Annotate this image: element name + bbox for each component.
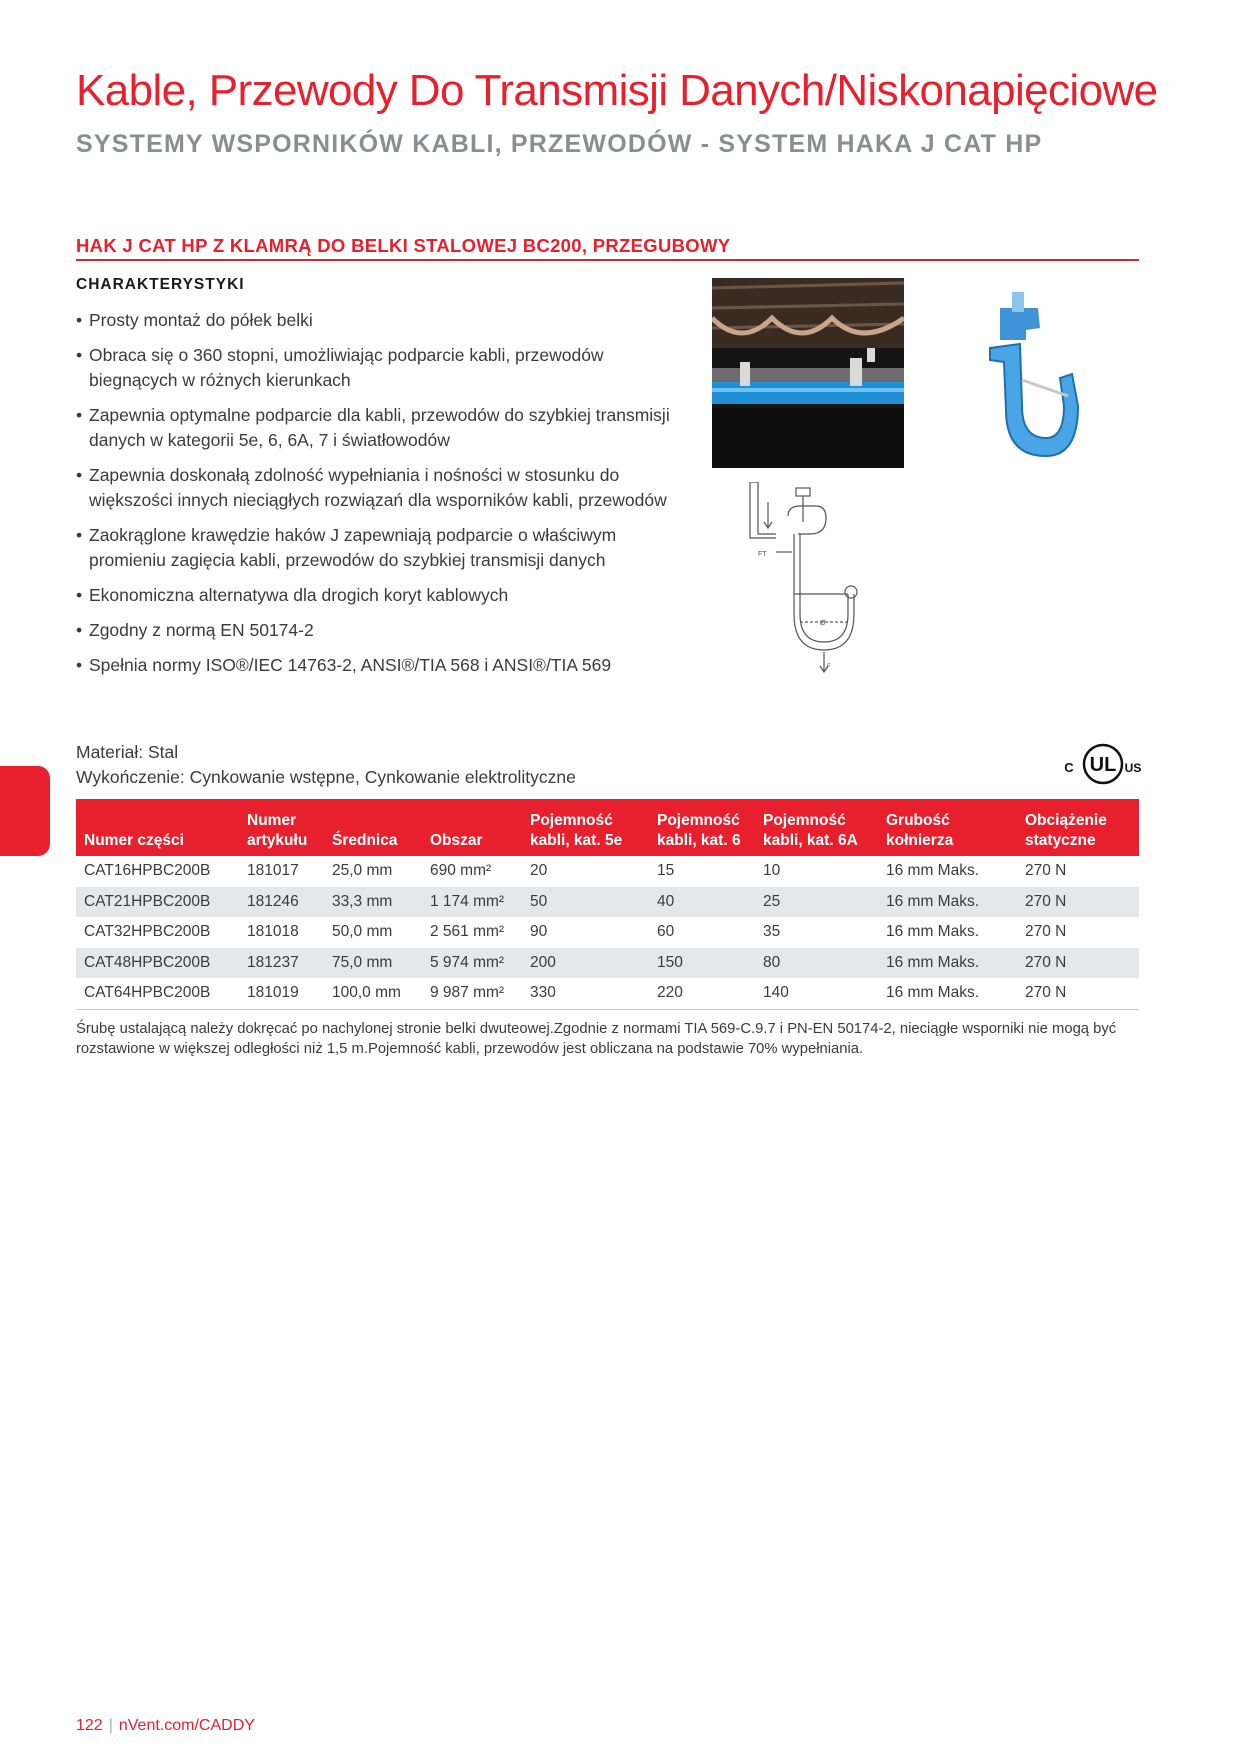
table-cell: 181018 (247, 923, 299, 941)
page-subtitle: SYSTEMY WSPORNIKÓW KABLI, PRZEWODÓW - SYSTEM HAKA J CAT HP (76, 130, 1043, 158)
table-cell: 16 mm Maks. (886, 923, 980, 941)
table-cell: CAT48HPBC200B (76, 948, 239, 979)
feature-item: • Ekonomiczna alternatywa dla drogich koryt kablowych (76, 583, 676, 608)
side-tab (0, 766, 50, 856)
table-header-line: Średnica (332, 832, 398, 849)
feature-item: • Spełnia normy ISO®/IEC 14763-2, ANSI®/TIA 568 i ANSI®/TIA 569 (76, 653, 676, 678)
table-cell: 270 N (1025, 862, 1067, 880)
table-header-cell (76, 799, 239, 856)
feature-item: • Prosty montaż do półek belki (76, 308, 676, 333)
feature-item: • Zaokrąglone krawędzie haków J zapewniają podparcie o właściwym promieniu zagięcia kabli, przewodów do szybkiej transmisji danych (76, 523, 676, 573)
table-cell: 181237 (239, 948, 324, 979)
installation-photo (712, 278, 904, 468)
drawing-label-diameter: Ø (820, 620, 826, 627)
footer-url[interactable]: nVent.com/CADDY (118, 1717, 255, 1734)
table-header-cell (649, 799, 755, 856)
finish-text: Wykończenie: Cynkowanie wstępne, Cynkowanie elektrolityczne (76, 767, 576, 787)
page-number: 122 (76, 1717, 103, 1734)
table-cell: CAT64HPBC200B (76, 978, 239, 1009)
table-cell: CAT21HPBC200B (76, 887, 239, 918)
table-cell: 270 N (1025, 923, 1067, 941)
section-divider (76, 259, 1139, 261)
table-header-line: Grubość (886, 812, 950, 829)
table-row (76, 978, 1139, 1009)
ul-logo-right: US (1124, 761, 1142, 775)
table-cell: 15 (657, 862, 675, 880)
table-header-line: kabli, kat. 5e (530, 832, 623, 849)
table-header-line (430, 811, 514, 831)
table-body (76, 856, 1139, 1009)
table-cell: 9 987 mm² (422, 978, 522, 1009)
ul-certification-logo (1063, 742, 1143, 786)
table-cell: 50,0 mm (332, 923, 393, 941)
table-cell: 270 N (1017, 887, 1139, 918)
table-cell: CAT32HPBC200B (84, 923, 211, 941)
table-header-cell (422, 799, 522, 856)
table-header-line: kabli, kat. 6 (657, 832, 741, 849)
table-cell: 140 (755, 978, 878, 1009)
table-cell: 75,0 mm (324, 948, 422, 979)
table-cell: 20 (530, 862, 548, 880)
table-cell: 16 mm Maks. (878, 887, 1017, 918)
table-cell: 330 (522, 978, 649, 1009)
table-cell: 100,0 mm (324, 978, 422, 1009)
table-header-line: Obciążenie (1025, 812, 1107, 829)
table-header-line (84, 811, 231, 831)
j-hook-product-image (960, 288, 1080, 458)
table-cell: 16 mm Maks. (878, 978, 1017, 1009)
table-cell: 40 (649, 887, 755, 918)
ul-logo-center: UL (1089, 754, 1117, 776)
table-header-line: statyczne (1025, 832, 1096, 849)
table-header-cell (878, 799, 1017, 856)
table-cell: 35 (763, 923, 781, 941)
table-cell: 200 (522, 948, 649, 979)
table-cell: 25,0 mm (332, 862, 393, 880)
table-row (76, 856, 1139, 887)
section-title: HAK J CAT HP Z KLAMRĄ DO BELKI STALOWEJ BC200, PRZEGUBOWY (76, 235, 731, 256)
table-cell: CAT16HPBC200B (84, 862, 211, 880)
table-header-line: Pojemność (530, 812, 613, 829)
table-cell: 25 (755, 887, 878, 918)
table-cell: 270 N (1017, 978, 1139, 1009)
table-cell: 181017 (247, 862, 299, 880)
table-header-cell (1017, 799, 1139, 856)
table-cell: 10 (763, 862, 781, 880)
page-footer (76, 1717, 255, 1735)
table-cell: 2 561 mm² (430, 923, 505, 941)
feature-item: • Zapewnia doskonałą zdolność wypełniania i nośności w stosunku do większości innych nieciągłych rozwiązań dla wsporników kabli, przewodów (76, 463, 676, 513)
table-header-line: Pojemność (763, 812, 846, 829)
table-cell: 90 (530, 923, 548, 941)
table-header-line: kabli, kat. 6A (763, 832, 858, 849)
table-cell: 16 mm Maks. (886, 862, 980, 880)
features-list (76, 308, 676, 688)
table-cell: 690 mm² (430, 862, 492, 880)
table-cell: 16 mm Maks. (878, 948, 1017, 979)
drawing-label-ft: FT (758, 551, 767, 558)
table-header-line: artykułu (247, 832, 308, 849)
table-header-line: Numer (247, 812, 297, 829)
footer-separator: | (108, 1717, 113, 1734)
table-row (76, 948, 1139, 979)
page-title: Kable, Przewody Do Transmisji Danych/Niskonapięciowe (76, 66, 1158, 115)
table-header-cell (755, 799, 878, 856)
specification-table (76, 799, 1139, 1010)
table-header-cell (239, 799, 324, 856)
footnote: Śrubę ustalającą należy dokręcać po nachylonej stronie belki dwuteowej.Zgodnie z normami TIA 569-C.9.7 i PN-EN 50174-2, nieciągłe wsporniki nie mogą być rozstawione w większej odległości niż 1,5 m.Pojemność kabli, przewodów jest obliczana na podstawie 70% wypełniania. (76, 1021, 1117, 1057)
table-cell: 5 974 mm² (422, 948, 522, 979)
table-cell: 270 N (1017, 948, 1139, 979)
characteristics-heading: CHARAKTERYSTYKI (76, 276, 245, 293)
table-header-line: Numer części (84, 832, 184, 849)
technical-drawing (748, 482, 872, 678)
feature-item: • Obraca się o 360 stopni, umożliwiając podparcie kabli, przewodów biegnących w różnych kierunkach (76, 343, 676, 393)
drawing-label-f: F (827, 664, 831, 670)
table-cell: 1 174 mm² (422, 887, 522, 918)
material-info (76, 740, 576, 790)
table-row (76, 887, 1139, 918)
table-header-row (76, 799, 1139, 856)
table-cell: 150 (649, 948, 755, 979)
table-cell: 181246 (239, 887, 324, 918)
feature-item: • Zapewnia optymalne podparcie dla kabli, przewodów do szybkiej transmisji danych w kategorii 5e, 6, 6A, 7 i światłowodów (76, 403, 676, 453)
table-header-cell (324, 799, 422, 856)
table-header-line (332, 811, 414, 831)
table-header-line: Obszar (430, 832, 483, 849)
table-cell: 181019 (239, 978, 324, 1009)
table-cell: 60 (657, 923, 675, 941)
table-header-cell (522, 799, 649, 856)
table-header-line: kołnierza (886, 832, 954, 849)
feature-item: • Zgodny z normą EN 50174-2 (76, 618, 676, 643)
table-row (76, 917, 1139, 948)
table-cell: 33,3 mm (324, 887, 422, 918)
table-header-line: Pojemność (657, 812, 740, 829)
table-cell: 80 (755, 948, 878, 979)
ul-logo-left: C (1064, 760, 1074, 775)
material-text: Materiał: Stal (76, 742, 179, 762)
table-cell: 50 (522, 887, 649, 918)
table-cell: 220 (649, 978, 755, 1009)
installation-photo-image (712, 278, 904, 468)
